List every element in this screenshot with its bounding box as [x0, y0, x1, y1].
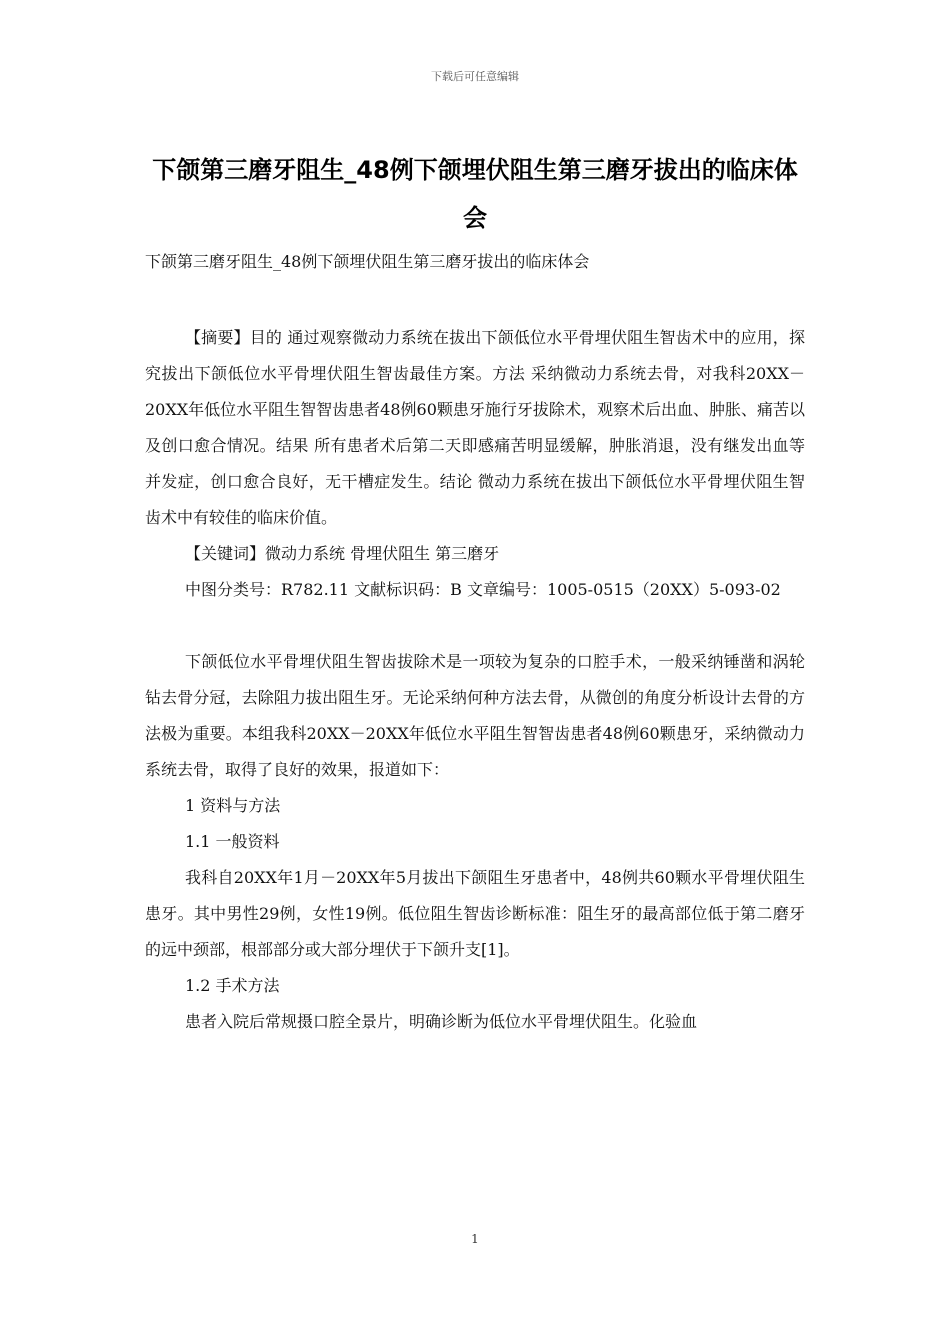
body-paragraph: 我科自20XX年1月－20XX年5月拔出下颌阻生牙患者中，48例共60颗水平骨埋伏阻生患牙。其中男性29例，女性19例。低位阻生智齿诊断标准：阻生牙的最高部位低于第二磨牙的远中颈部，根部部分或大部分埋伏于下颌升支[1]。 — [145, 868, 805, 959]
spacer — [145, 608, 805, 644]
subsection-heading: 1.1 一般资料 — [185, 832, 280, 851]
body-paragraph: 患者入院后常规摄口腔全景片，明确诊断为低位水平骨埋伏阻生。化验血 — [185, 1012, 698, 1031]
page-number: 1 — [471, 1232, 479, 1246]
intro-paragraph: 下颌低位水平骨埋伏阻生智齿拔除术是一项较为复杂的口腔手术，一般采纳锤凿和涡轮钻去骨分冠，去除阻力拔出阻生牙。无论采纳何种方法去骨，从微创的角度分析设计去骨的方法极为重要。本组我科20XX－20XX年低位水平阻生智智齿患者48例60颗患牙，采纳微动力系统去骨，取得了良好的效果，报道如下： — [145, 652, 805, 779]
subsection-heading: 1.2 手术方法 — [185, 976, 280, 995]
abstract-paragraph: 【摘要】目的 通过观察微动力系统在拔出下颌低位水平骨埋伏阻生智齿术中的应用，探究拔出下颌低位水平骨埋伏阻生智齿最佳方案。方法 采纳微动力系统去骨，对我科20XX－20XX年低位水平阻生智智齿患者48例60颗患牙施行牙拔除术，观察术后出血、肿胀、痛苦以及创口愈合情况。结果 所有患者术后第二天即感痛苦明显缓解，肿胀消退，没有继发出血等并发症，创口愈合良好，无干槽症发生。结论 微动力系统在拔出下颌低位水平骨埋伏阻生智齿术中有较佳的临床价值。 — [145, 328, 805, 527]
document-title: 下颌第三磨牙阻生_48例下颌埋伏阻生第三磨牙拔出的临床体会 — [152, 156, 798, 232]
section-heading: 1 资料与方法 — [185, 796, 281, 815]
classification-line: 中图分类号：R782.11 文献标识码：B 文章编号：1005-0515（20XX）5-093-02 — [185, 580, 781, 599]
document-subtitle: 下颌第三磨牙阻生_48例下颌埋伏阻生第三磨牙拔出的临床体会 — [145, 252, 590, 271]
keywords-line: 【关键词】微动力系统 骨埋伏阻生 第三磨牙 — [185, 544, 500, 563]
header-note: 下载后可任意编辑 — [431, 70, 519, 83]
document-body — [145, 320, 805, 1040]
